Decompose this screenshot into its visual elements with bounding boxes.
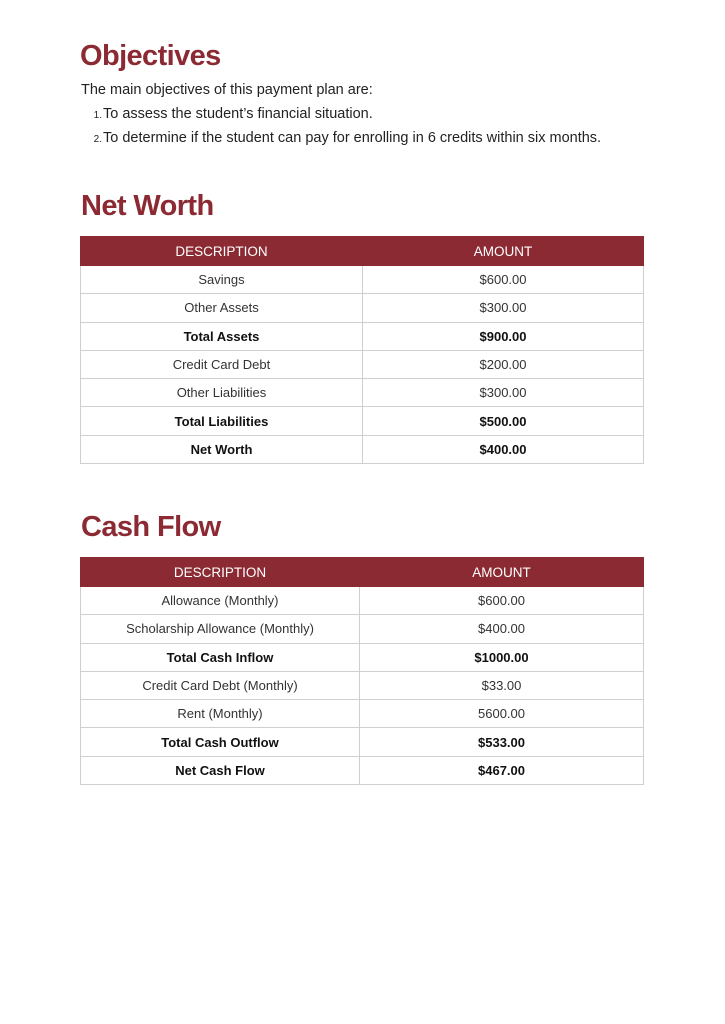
row-description: Total Cash Inflow: [81, 643, 360, 671]
row-amount: $300.00: [363, 379, 644, 407]
table-row: [81, 643, 644, 671]
list-item: [81, 128, 601, 152]
column-header-amount: AMOUNT: [360, 558, 644, 587]
list-item-text: To assess the student’s financial situation.: [103, 106, 373, 122]
table-row: [81, 587, 644, 615]
row-amount: $400.00: [360, 615, 644, 643]
row-description: Rent (Monthly): [81, 700, 360, 728]
list-item-text: To determine if the student can pay for enrolling in 6 credits within six months.: [103, 129, 602, 146]
table-row: [81, 435, 644, 463]
objectives-intro: The main objectives of this payment plan are:: [81, 82, 373, 98]
row-description: Total Assets: [81, 322, 363, 350]
row-amount: 5600.00: [360, 700, 644, 728]
list-item: [81, 104, 601, 128]
row-amount: $1000.00: [360, 643, 644, 671]
table-row: [81, 266, 644, 294]
objectives-list: [81, 104, 601, 151]
row-description: Net Cash Flow: [81, 756, 360, 784]
row-amount: $33.00: [360, 671, 644, 699]
net-worth-table: [80, 236, 644, 464]
net-worth-title: Net Worth: [81, 190, 214, 222]
row-amount: $900.00: [363, 322, 644, 350]
row-description: Total Liabilities: [81, 407, 363, 435]
cash-flow-title: Cash Flow: [81, 511, 221, 543]
table-row: [81, 756, 644, 784]
row-description: Credit Card Debt: [81, 350, 363, 378]
row-amount: $600.00: [363, 266, 644, 294]
table-row: [81, 700, 644, 728]
column-header-description: DESCRIPTION: [81, 237, 363, 266]
row-amount: $467.00: [360, 756, 644, 784]
column-header-description: DESCRIPTION: [81, 558, 360, 587]
table-row: [81, 322, 644, 350]
cash-flow-table: [80, 557, 644, 785]
table-row: [81, 671, 644, 699]
row-amount: $500.00: [363, 407, 644, 435]
objectives-title: Objectives: [80, 40, 221, 72]
table-header-row: [81, 558, 644, 587]
row-description: Scholarship Allowance (Monthly): [81, 615, 360, 643]
table-row: [81, 379, 644, 407]
table-row: [81, 615, 644, 643]
table-row: [81, 294, 644, 322]
row-amount: $200.00: [363, 350, 644, 378]
list-number: 2.: [93, 133, 102, 145]
row-amount: $400.00: [363, 435, 644, 463]
column-header-amount: AMOUNT: [363, 237, 644, 266]
table-header-row: [81, 237, 644, 266]
row-description: Net Worth: [81, 435, 363, 463]
row-description: Total Cash Outflow: [81, 728, 360, 756]
row-description: Other Assets: [81, 294, 363, 322]
row-description: Allowance (Monthly): [81, 587, 360, 615]
table-row: [81, 407, 644, 435]
table-row: [81, 350, 644, 378]
row-description: Savings: [81, 266, 363, 294]
row-amount: $600.00: [360, 587, 644, 615]
list-number: 1.: [93, 110, 102, 121]
row-description: Credit Card Debt (Monthly): [81, 671, 360, 699]
table-row: [81, 728, 644, 756]
row-amount: $533.00: [360, 728, 644, 756]
row-amount: $300.00: [363, 294, 644, 322]
row-description: Other Liabilities: [81, 379, 363, 407]
